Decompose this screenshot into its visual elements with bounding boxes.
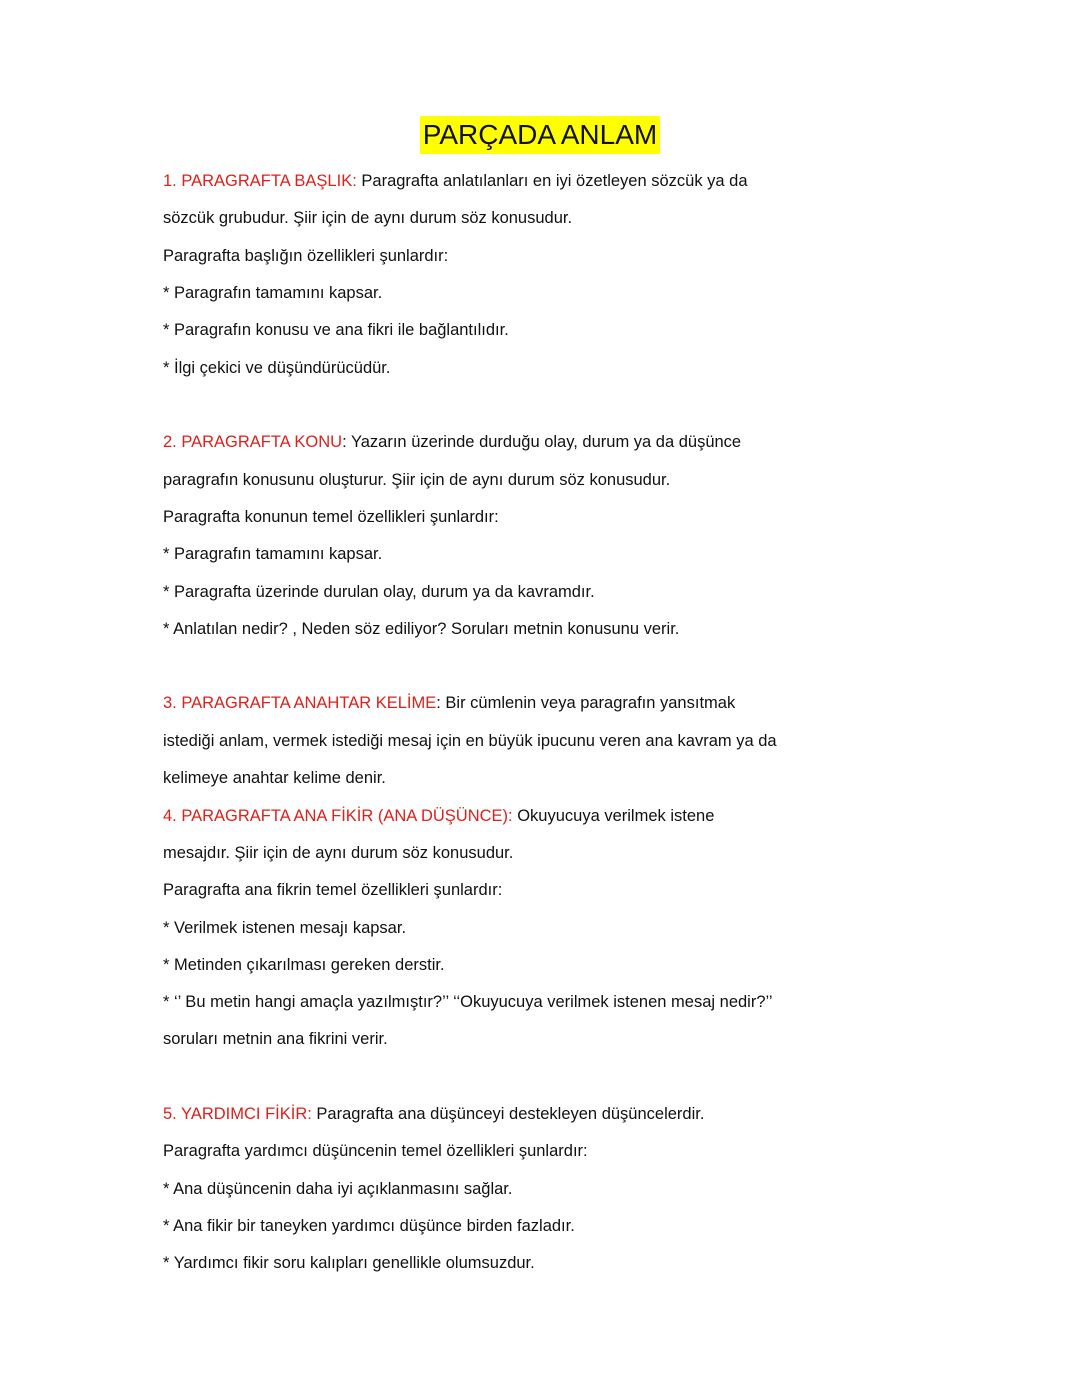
section-2-first-line (163, 431, 741, 453)
section-1-intro: Paragrafta anlatılanları en iyi özetleyen sözcük ya da (361, 172, 748, 190)
section-3-intro: : Bir cümlenin veya paragrafın yansıtmak (436, 694, 736, 712)
section-5-bullet: * Ana fikir bir taneyken yardımcı düşünce birden fazladır. (163, 1217, 575, 1235)
section-2-bullet: * Paragrafta üzerinde durulan olay, durum ya da kavramdır. (163, 583, 595, 601)
section-5-heading: 5. YARDIMCI FİKİR: (163, 1105, 312, 1123)
section-2-heading: 2. PARAGRAFTA KONU (163, 433, 343, 451)
section-2-line: Paragrafta konunun temel özellikleri şunlardır: (163, 508, 499, 526)
page-title: PARÇADA ANLAM (420, 116, 660, 154)
section-1-bullet: * Paragrafın tamamını kapsar. (163, 284, 383, 302)
section-2-intro: : Yazarın üzerinde durduğu olay, durum ya da düşünce (342, 433, 742, 451)
section-4-line: soruları metnin ana fikrini verir. (163, 1030, 388, 1048)
section-2-line: paragrafın konusunu oluşturur. Şiir için de aynı durum söz konusudur. (163, 471, 671, 489)
section-1-bullet: * Paragrafın konusu ve ana fikri ile bağlantılıdır. (163, 321, 509, 339)
section-4-intro: Okuyucuya verilmek istene (512, 807, 715, 825)
section-4-bullet: * ‘’ Bu metin hangi amaçla yazılmıştır?’’ ‘‘Okuyucuya verilmek istenen mesaj nedir?’’ (163, 993, 773, 1011)
section-2-bullet: * Paragrafın tamamını kapsar. (163, 545, 383, 563)
section-5-line: Paragrafta yardımcı düşüncenin temel özellikleri şunlardır: (163, 1142, 588, 1160)
section-1-first-line (163, 170, 748, 192)
section-3-line: istediği anlam, vermek istediği mesaj için en büyük ipucunu veren ana kavram ya da (163, 732, 777, 750)
section-5-first-line (163, 1103, 704, 1125)
section-1-bullet: * İlgi çekici ve düşündürücüdür. (163, 359, 391, 377)
section-1-line: sözcük grubudur. Şiir için de aynı durum söz konusudur. (163, 209, 573, 227)
title-wrapper (0, 116, 1080, 154)
section-1-heading: 1. PARAGRAFTA BAŞLIK: (163, 172, 357, 190)
section-4-line: Paragrafta ana fikrin temel özellikleri şunlardır: (163, 881, 503, 899)
section-5-bullet: * Yardımcı fikir soru kalıpları genellikle olumsuzdur. (163, 1254, 535, 1272)
section-2-bullet: * Anlatılan nedir? , Neden söz ediliyor? Soruları metnin konusunu verir. (163, 620, 680, 638)
section-4-first-line (163, 805, 714, 827)
section-3-line: kelimeye anahtar kelime denir. (163, 769, 386, 787)
section-4-bullet: * Metinden çıkarılması gereken derstir. (163, 956, 445, 974)
section-3-first-line (163, 692, 735, 714)
section-4-line: mesajdır. Şiir için de aynı durum söz konusudur. (163, 844, 514, 862)
section-5-bullet: * Ana düşüncenin daha iyi açıklanmasını sağlar. (163, 1180, 513, 1198)
section-5-intro: Paragrafta ana düşünceyi destekleyen düşüncelerdir. (311, 1105, 705, 1123)
section-4-heading: 4. PARAGRAFTA ANA FİKİR (ANA DÜŞÜNCE): (163, 807, 513, 825)
section-3-heading: 3. PARAGRAFTA ANAHTAR KELİME (163, 694, 437, 712)
section-4-bullet: * Verilmek istenen mesajı kapsar. (163, 919, 407, 937)
section-1-line: Paragrafta başlığın özellikleri şunlardır: (163, 247, 449, 265)
